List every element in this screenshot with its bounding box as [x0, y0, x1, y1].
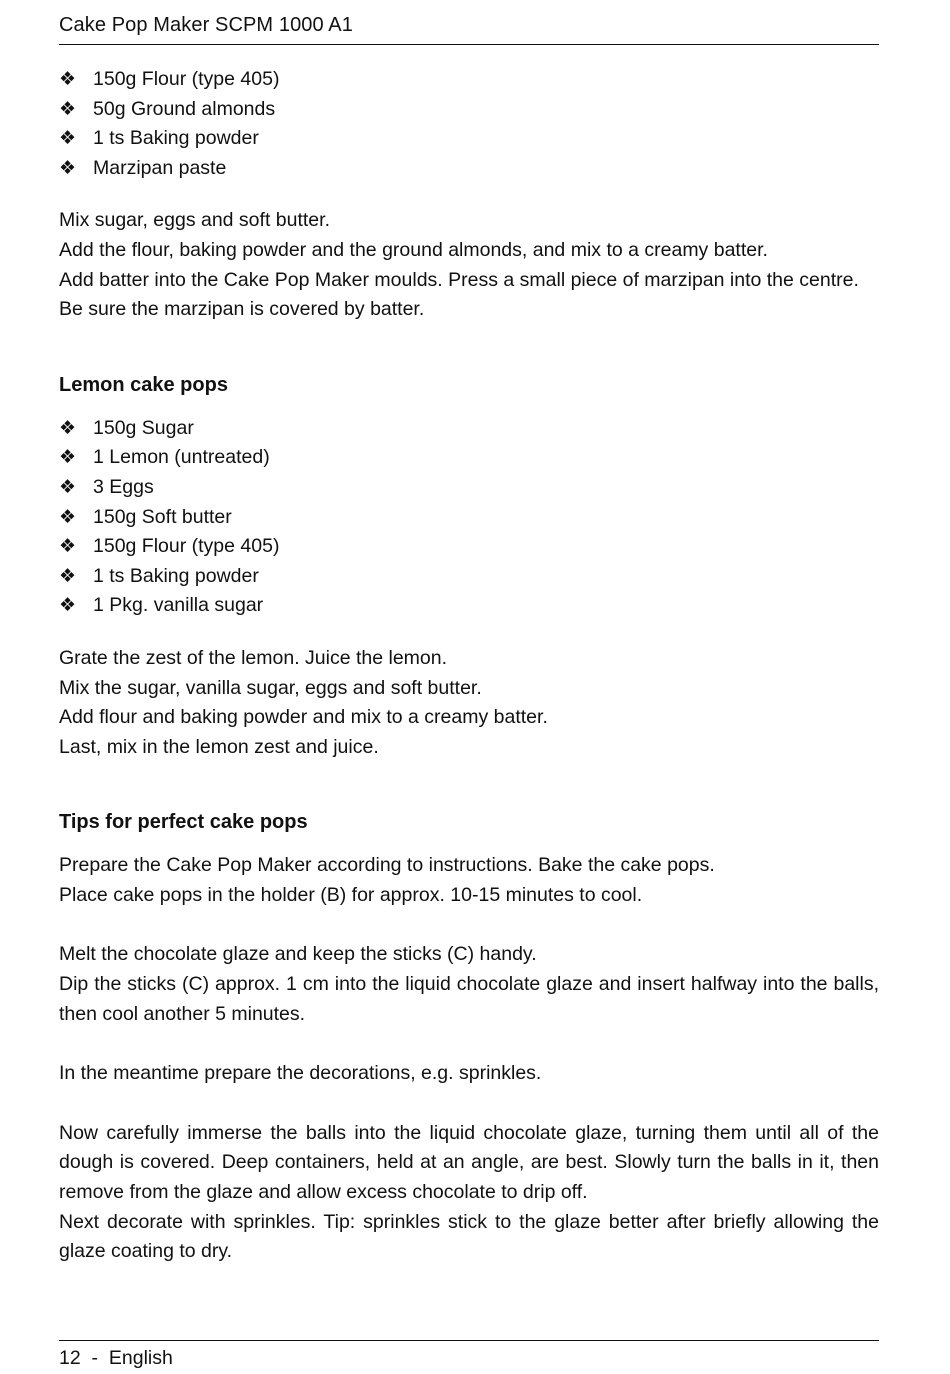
- tips-paragraph: Melt the chocolate glaze and keep the sticks (C) handy.: [59, 943, 537, 966]
- footer-language: English: [108, 1347, 173, 1369]
- ingredient-item: ❖ 50g Ground almonds: [59, 95, 879, 125]
- ingredient-item: ❖ 150g Soft butter: [59, 503, 879, 533]
- page-header: [59, 11, 879, 45]
- tips-paragraph: Now carefully immerse the balls into the liquid chocolate glaze, turning them until all of the dough is covered. Deep containers, held at an angle, are best. Slowly turn the balls in it, then remove from the glaze and allow excess chocolate to drip off.: [59, 1121, 879, 1204]
- ingredient-item: ❖ 150g Sugar: [59, 414, 879, 444]
- tips-paragraph: Prepare the Cake Pop Maker according to instructions. Bake the cake pops.: [59, 854, 715, 877]
- ingredient-item: ❖ 3 Eggs: [59, 473, 879, 503]
- tips-paragraph: Place cake pops in the holder (B) for approx. 10-15 minutes to cool.: [59, 883, 643, 906]
- four-diamond-bullet-icon: ❖: [59, 565, 77, 587]
- instruction-line: Add flour and baking powder and mix to a creamy batter.: [59, 706, 548, 729]
- page-number: 12: [59, 1347, 81, 1369]
- four-diamond-bullet-icon: ❖: [59, 98, 77, 120]
- ingredient-item: ❖ Marzipan paste: [59, 154, 879, 184]
- ingredient-item: ❖ 150g Flour (type 405): [59, 65, 879, 95]
- four-diamond-bullet-icon: ❖: [59, 536, 77, 558]
- four-diamond-bullet-icon: ❖: [59, 595, 77, 617]
- ingredient-item: ❖ 150g Flour (type 405): [59, 532, 879, 562]
- lemon-ingredient-list: [59, 414, 879, 621]
- four-diamond-bullet-icon: ❖: [59, 417, 77, 439]
- tips-paragraph: Next decorate with sprinkles. Tip: sprinkles stick to the glaze better after briefly allowing the glaze coating to dry.: [59, 1210, 879, 1263]
- tips-paragraph: Dip the sticks (C) approx. 1 cm into the liquid chocolate glaze and insert halfway into the balls, then cool another 5 minutes.: [59, 973, 879, 1025]
- instruction-line: Grate the zest of the lemon. Juice the lemon.: [59, 646, 448, 669]
- header-title: Cake Pop Maker SCPM 1000 A1: [59, 14, 353, 36]
- ingredient-item: ❖ 1 ts Baking powder: [59, 562, 879, 592]
- instruction-line: Mix the sugar, vanilla sugar, eggs and soft butter.: [59, 676, 482, 699]
- ingredient-list-continued: [59, 65, 879, 183]
- instruction-line: Mix sugar, eggs and soft butter.: [59, 209, 330, 232]
- page-content: [59, 65, 879, 1267]
- ingredient-item: ❖ 1 ts Baking powder: [59, 124, 879, 154]
- instruction-line: Add batter into the Cake Pop Maker moulds. Press a small piece of marzipan into the centre.: [59, 268, 859, 291]
- four-diamond-bullet-icon: ❖: [59, 476, 77, 498]
- four-diamond-bullet-icon: ❖: [59, 128, 77, 150]
- page-footer: [59, 1340, 879, 1369]
- instruction-line: Be sure the marzipan is covered by batter.: [59, 298, 425, 321]
- four-diamond-bullet-icon: ❖: [59, 506, 77, 528]
- four-diamond-bullet-icon: ❖: [59, 447, 77, 469]
- ingredient-item: ❖ 1 Pkg. vanilla sugar: [59, 591, 879, 621]
- four-diamond-bullet-icon: ❖: [59, 157, 77, 179]
- footer-text: [59, 1345, 173, 1371]
- tips-section-heading: Tips for perfect cake pops: [59, 811, 308, 834]
- footer-separator: -: [91, 1347, 99, 1369]
- instruction-line: Add the flour, baking powder and the ground almonds, and mix to a creamy batter.: [59, 238, 768, 261]
- lemon-section-heading: Lemon cake pops: [59, 373, 228, 396]
- tips-paragraph: In the meantime prepare the decorations, e.g. sprinkles.: [59, 1062, 542, 1085]
- instruction-line: Last, mix in the lemon zest and juice.: [59, 735, 379, 758]
- ingredient-item: ❖ 1 Lemon (untreated): [59, 443, 879, 473]
- four-diamond-bullet-icon: ❖: [59, 69, 77, 90]
- manual-page: [59, 0, 879, 1374]
